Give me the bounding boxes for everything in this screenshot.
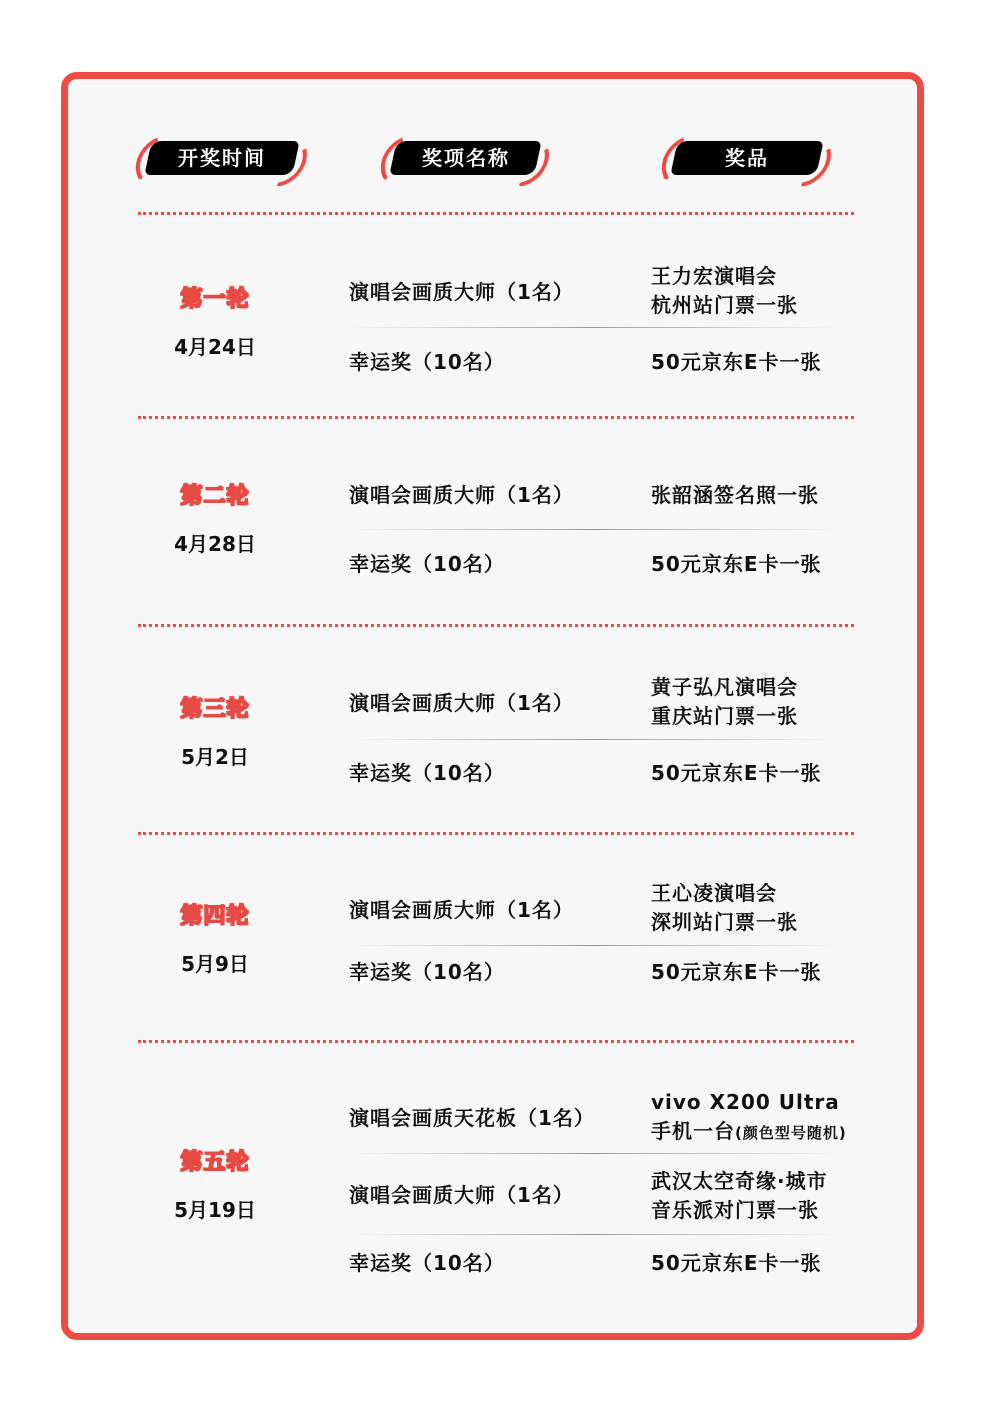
award-name: 幸运奖（10名） <box>349 761 505 785</box>
round-date: 4月28日 <box>174 532 256 556</box>
prize-line: 深圳站门票一张 <box>651 910 798 934</box>
round-divider <box>138 416 854 419</box>
row-separator <box>348 945 838 946</box>
round-date: 5月9日 <box>181 952 249 976</box>
prize: 50元京东E卡一张 <box>651 350 822 374</box>
round-date: 4月24日 <box>174 335 256 359</box>
award-name: 幸运奖（10名） <box>349 960 505 984</box>
header-decor-arc <box>370 127 425 188</box>
prize-line <box>651 1117 847 1148</box>
prize <box>651 673 798 731</box>
round-4 <box>140 899 290 977</box>
row-separator <box>348 327 838 328</box>
prize-line: 重庆站门票一张 <box>651 704 798 728</box>
prize: 50元京东E卡一张 <box>651 761 822 785</box>
award-name: 演唱会画质大师（1名） <box>349 1183 574 1207</box>
round-date: 5月2日 <box>181 745 249 769</box>
prize-line: 黄子弘凡演唱会 <box>651 675 798 699</box>
prize-line: 王力宏演唱会 <box>651 264 777 288</box>
header-draw-time <box>144 141 299 175</box>
round-badge: 第四轮 <box>174 899 255 930</box>
round-divider <box>138 1040 854 1043</box>
round-date: 5月19日 <box>174 1198 256 1222</box>
round-1 <box>140 282 290 360</box>
round-badge: 第五轮 <box>174 1145 255 1176</box>
header-prize-label: 奖品 <box>725 146 769 170</box>
award-name: 幸运奖（10名） <box>349 350 505 374</box>
header-prize <box>670 141 823 175</box>
header-award-name-label: 奖项名称 <box>421 146 510 170</box>
round-badge: 第一轮 <box>174 282 255 313</box>
row-separator <box>348 1153 838 1154</box>
prize-schedule-card <box>61 72 924 1340</box>
round-divider <box>138 212 854 215</box>
prize-line-text: 手机一台 <box>651 1119 735 1143</box>
prize <box>651 1167 828 1225</box>
prize-line: vivo X200 Ultra <box>651 1090 840 1114</box>
header-decor-arc <box>504 133 559 194</box>
header-draw-time-label: 开奖时间 <box>178 146 266 170</box>
award-name: 幸运奖（10名） <box>349 552 505 576</box>
prize <box>651 879 798 937</box>
prize-line: 音乐派对门票一张 <box>651 1198 819 1222</box>
header-decor-arc <box>125 127 180 188</box>
round-5 <box>140 1145 290 1223</box>
award-name: 演唱会画质大师（1名） <box>349 691 574 715</box>
header-decor-arc <box>262 133 317 194</box>
award-name: 演唱会画质天花板（1名） <box>349 1106 595 1130</box>
prize: 50元京东E卡一张 <box>651 960 822 984</box>
prize <box>651 262 798 320</box>
header-award-name <box>389 141 541 175</box>
row-separator <box>348 739 838 740</box>
prize <box>651 1088 847 1148</box>
prize: 张韶涵签名照一张 <box>651 483 819 507</box>
header-decor-arc <box>651 127 706 188</box>
round-badge: 第三轮 <box>174 692 255 723</box>
round-badge: 第二轮 <box>174 479 255 510</box>
award-name: 演唱会画质大师（1名） <box>349 483 574 507</box>
row-separator <box>348 1234 838 1235</box>
prize-line: 杭州站门票一张 <box>651 293 798 317</box>
award-name: 演唱会画质大师（1名） <box>349 280 574 304</box>
round-2 <box>140 479 290 557</box>
award-name: 演唱会画质大师（1名） <box>349 898 574 922</box>
award-name: 幸运奖（10名） <box>349 1251 505 1275</box>
round-divider <box>138 624 854 627</box>
prize: 50元京东E卡一张 <box>651 1251 822 1275</box>
prize-note: (颜色型号随机) <box>735 1124 847 1142</box>
round-3 <box>140 692 290 770</box>
prize-line: 王心凌演唱会 <box>651 881 777 905</box>
prize: 50元京东E卡一张 <box>651 552 822 576</box>
prize-line: 武汉太空奇缘·城市 <box>651 1169 828 1193</box>
round-divider <box>138 832 854 835</box>
row-separator <box>348 529 838 530</box>
header-decor-arc <box>786 133 841 194</box>
